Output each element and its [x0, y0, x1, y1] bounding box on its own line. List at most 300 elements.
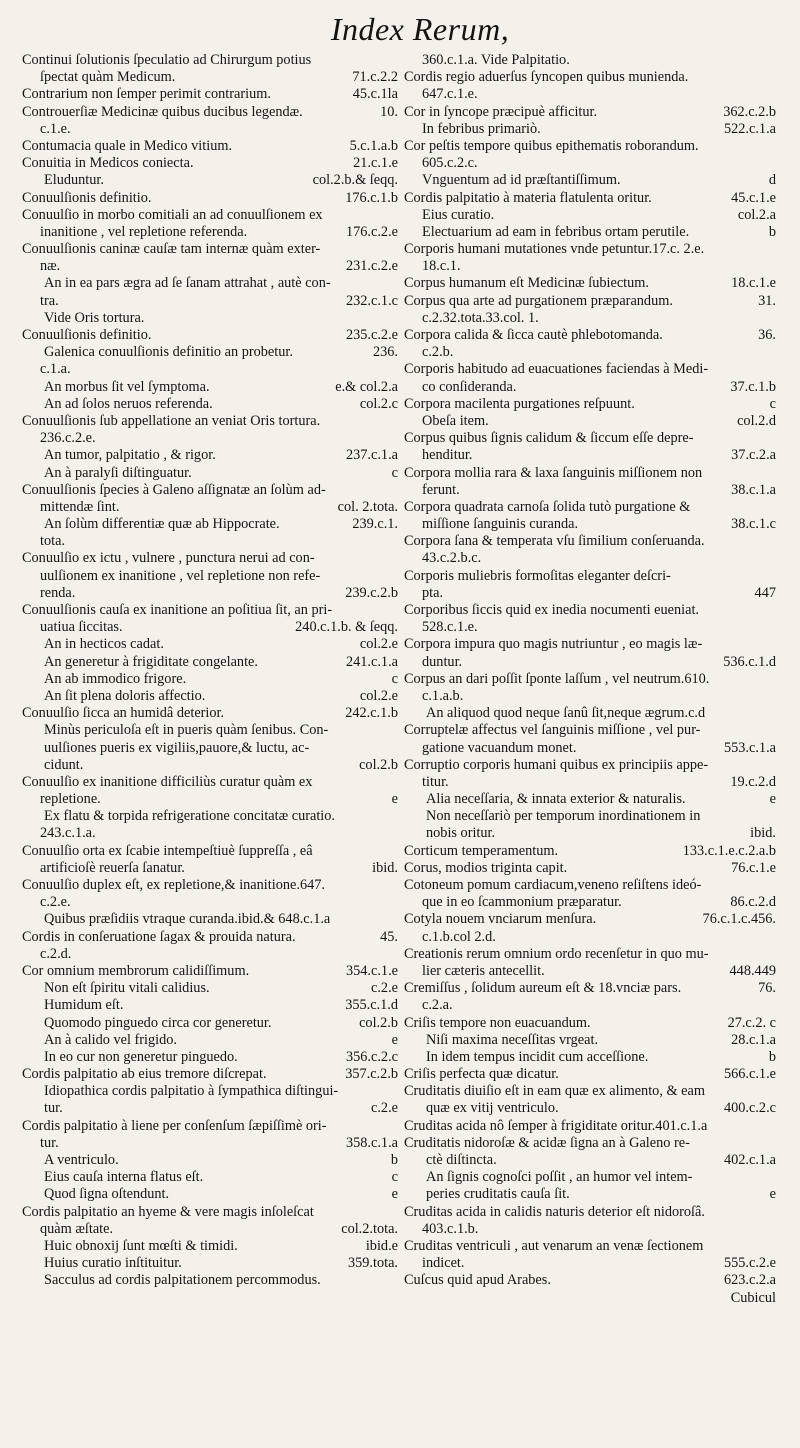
- index-entry: [22, 740, 398, 757]
- index-entry: [404, 808, 776, 825]
- index-entry: [22, 860, 398, 877]
- index-entry: [404, 293, 776, 310]
- entry-reference: col.2.d: [737, 412, 776, 429]
- index-entry: [22, 722, 398, 739]
- entry-reference: 236.: [372, 344, 398, 361]
- entry-text: c.2.32.tota.33.col. 1.: [422, 309, 539, 326]
- index-entry: [404, 997, 776, 1014]
- entry-reference: 37.c.1.b: [730, 378, 776, 395]
- index-entry: [22, 619, 398, 636]
- entry-reference: 237.c.1.a: [345, 447, 398, 464]
- entry-text: 236.c.2.e.: [40, 430, 96, 447]
- entry-reference: 28.c.1.a: [731, 1031, 776, 1048]
- index-entry: [404, 894, 776, 911]
- entry-reference: 18.c.1.e: [731, 275, 776, 292]
- index-entry: [404, 1186, 776, 1203]
- entry-text: Creationis rerum omnium ordo recenſetur in quo mu-: [404, 945, 709, 962]
- index-entry: [22, 86, 398, 103]
- index-entry: [404, 172, 776, 189]
- entry-reference: 354.c.1.e: [345, 962, 398, 979]
- index-entry: [404, 636, 776, 653]
- entry-text: tur.: [44, 1100, 63, 1117]
- index-entry: [404, 740, 776, 757]
- entry-text: Corpus quibus ſignis calidum & ſiccum eſſe depre-: [404, 430, 694, 447]
- entry-reference: 522.c.1.a: [723, 120, 776, 137]
- index-entry: [404, 568, 776, 585]
- index-entry: [404, 207, 776, 224]
- entry-reference: col.2.b: [359, 756, 398, 773]
- entry-reference: 76.: [758, 980, 776, 997]
- entry-text: In febribus primariò.: [422, 120, 541, 137]
- index-entry: [22, 1032, 398, 1049]
- index-entry: [22, 585, 398, 602]
- entry-text: Contrarium non ſemper perimit contrarium.: [22, 86, 271, 103]
- entry-text: pta.: [422, 584, 444, 601]
- index-entry: [404, 1135, 776, 1152]
- entry-reference: e: [769, 791, 776, 808]
- entry-reference: col.2.e: [359, 687, 398, 704]
- entry-text: 528.c.1.e.: [422, 619, 478, 636]
- entry-text: nobis oritur.: [426, 825, 496, 842]
- entry-reference: Cubicul: [730, 1289, 776, 1306]
- index-entry: [404, 1066, 776, 1083]
- index-entry: [404, 619, 776, 636]
- index-entry: [22, 344, 398, 361]
- index-entry: [22, 379, 398, 396]
- entry-text: Corticum temperamentum.: [404, 842, 559, 859]
- index-entry: [404, 791, 776, 808]
- index-entry: [22, 1255, 398, 1272]
- entry-reference: e: [391, 791, 398, 808]
- entry-text: Corpora impura quo magis nutriuntur , eo magis læ-: [404, 636, 703, 653]
- index-entry: [22, 516, 398, 533]
- entry-text: An ſignis cognoſci poſſit , an humor vel intem-: [426, 1169, 693, 1186]
- entry-text: An à calido vel frigido.: [44, 1031, 178, 1048]
- entry-text: Vnguentum ad id præſtantiſſimum.: [422, 172, 621, 189]
- entry-text: Quod ſigna oſtendunt.: [44, 1186, 170, 1203]
- index-entry: [404, 722, 776, 739]
- entry-text: An morbus ſit vel ſymptoma.: [44, 378, 210, 395]
- entry-text: Cor in ſyncope præcipuè afficitur.: [404, 103, 598, 120]
- index-entry: [404, 104, 776, 121]
- entry-text: 605.c.2.c.: [422, 155, 478, 172]
- entry-reference: 448.449: [729, 962, 776, 979]
- index-entry: [22, 843, 398, 860]
- index-entry: [404, 1169, 776, 1186]
- entry-text: Corporis humani mutationes vnde petuntur.17.c. 2.e.: [404, 241, 705, 258]
- entry-text: Vide Oris tortura.: [44, 309, 145, 326]
- entry-text: Contumacia quale in Medico vitium.: [22, 137, 233, 154]
- index-entry: [404, 465, 776, 482]
- entry-text: Corporis habitudo ad euacuationes faciendas à Medi-: [404, 361, 709, 378]
- index-entry: [404, 963, 776, 980]
- entry-reference: 37.c.2.a: [731, 447, 776, 464]
- index-entry: [404, 396, 776, 413]
- index-entry: [22, 310, 398, 327]
- entry-reference: col.2.a: [737, 206, 776, 223]
- entry-text: c.1.e.: [40, 120, 71, 137]
- entry-text: Alia neceſſaria, & innata exterior & naturalis.: [426, 791, 686, 808]
- index-entry: [404, 1118, 776, 1135]
- entry-reference: c: [391, 464, 398, 481]
- index-entry: [22, 155, 398, 172]
- entry-reference: 133.c.1.e.c.2.a.b: [682, 842, 776, 859]
- entry-reference: 235.c.2.e: [345, 327, 398, 343]
- index-entry: [22, 997, 398, 1014]
- entry-text: Corpus qua arte ad purgationem præparandum.: [404, 292, 673, 309]
- index-entry: [22, 447, 398, 464]
- index-entry: [22, 258, 398, 275]
- entry-text: gatione vacuandum monet.: [422, 739, 577, 756]
- entry-text: Cruditas ventriculi , aut venarum an venæ ſectionem: [404, 1237, 704, 1254]
- entry-text: Cor omnium membrorum calidiſſimum.: [22, 962, 250, 979]
- entry-reference: 38.c.1.c: [731, 516, 776, 533]
- entry-text: peries cruditatis cauſa ſit.: [426, 1186, 570, 1203]
- index-entry: [404, 688, 776, 705]
- entry-text: A ventriculo.: [44, 1152, 119, 1168]
- index-entry: [404, 757, 776, 774]
- index-entry: [22, 1169, 398, 1186]
- entry-text: uulſionem ex inanitione , vel repletione non refe-: [40, 567, 321, 584]
- index-entry: [404, 516, 776, 533]
- index-entry: [404, 533, 776, 550]
- entry-text: An ſolùm differentiæ quæ ab Hippocrate.: [44, 516, 280, 533]
- entry-text: Cuſcus quid apud Arabes.: [404, 1272, 551, 1289]
- entry-text: uulſiones pueris ex vigiliis,pauore,& luctu, ac-: [44, 739, 310, 756]
- index-entry: [404, 860, 776, 877]
- index-entry: [22, 963, 398, 980]
- entry-reference: 5.c.1.a.b: [349, 137, 398, 154]
- entry-text: Conuulſionis cauſa ex inanitione an poſitiua ſit, an pri-: [22, 602, 333, 618]
- entry-text: Quibus præſidiis vtraque curanda.ibid.& 648.c.1.a: [44, 911, 331, 928]
- index-entry: [22, 275, 398, 292]
- index-entry: [22, 1221, 398, 1238]
- entry-text: indicet.: [422, 1255, 465, 1272]
- index-entry: [22, 568, 398, 585]
- index-entry: [404, 361, 776, 378]
- entry-reference: e: [391, 1031, 398, 1048]
- entry-reference: 362.c.2.b: [723, 103, 776, 120]
- index-entry: [22, 413, 398, 430]
- index-entry: [404, 1100, 776, 1117]
- entry-reference: 38.c.1.a: [731, 481, 776, 498]
- index-entry: [22, 482, 398, 499]
- index-entry: [22, 327, 398, 344]
- entry-text: Corpus humanum eſt Medicinæ ſubiectum.: [404, 275, 650, 292]
- entry-reference: col. 2.tota.: [337, 498, 398, 515]
- entry-text: Criſis tempore non euacuandum.: [404, 1014, 591, 1031]
- entry-text: quàm æſtate.: [40, 1220, 114, 1237]
- index-entry: [404, 1015, 776, 1032]
- entry-reference: 45.c.1la: [352, 86, 398, 103]
- entry-text: Cordis regio aduerſus ſyncopen quibus munienda.: [404, 69, 689, 86]
- entry-text: duntur.: [422, 653, 463, 670]
- index-entry: [404, 1255, 776, 1272]
- entry-text: miſſione ſanguinis curanda.: [422, 516, 579, 533]
- index-entry: [404, 911, 776, 928]
- index-entry: [404, 310, 776, 327]
- index-entry: [404, 241, 776, 258]
- entry-text: mittendæ ſint.: [40, 498, 120, 515]
- entry-text: que in eo ſcammonium præparatur.: [422, 894, 622, 911]
- entry-reference: ibid.e: [365, 1237, 398, 1254]
- index-entry: [404, 1238, 776, 1255]
- index-entry: [404, 1290, 776, 1307]
- index-entry: [404, 825, 776, 842]
- entry-reference: 357.c.2.b: [345, 1066, 398, 1083]
- entry-text: Corus, modios triginta capit.: [404, 859, 568, 876]
- entry-text: 43.c.2.b.c.: [422, 550, 482, 567]
- index-entry: [404, 1032, 776, 1049]
- index-entry: [22, 293, 398, 310]
- entry-text: Conuulſio duplex eſt, ex repletione,& inanitione.647.: [22, 877, 325, 893]
- entry-reference: 176.c.2.e: [345, 223, 398, 240]
- index-entry: [22, 1152, 398, 1169]
- index-entry: [22, 121, 398, 138]
- entry-text: uatiua ſiccitas.: [40, 619, 123, 636]
- entry-text: An ſit plena doloris affectio.: [44, 687, 206, 704]
- index-entry: [404, 1049, 776, 1066]
- index-entry: [404, 482, 776, 499]
- entry-reference: 21.c.1.e: [353, 155, 398, 172]
- entry-text: Conuulſionis definitio.: [22, 189, 152, 206]
- entry-text: Cordis palpitatio à materia flatulenta oritur.: [404, 189, 652, 206]
- entry-reference: e: [391, 1186, 398, 1203]
- entry-text: ctè diſtincta.: [426, 1152, 497, 1168]
- entry-text: An generetur à frigiditate congelante.: [44, 653, 258, 670]
- index-entry: [22, 671, 398, 688]
- index-entry: [404, 430, 776, 447]
- index-entry: [404, 843, 776, 860]
- index-entry: [22, 1015, 398, 1032]
- index-entry: [404, 379, 776, 396]
- entry-text: Cotyla nouem vnciarum menſura.: [404, 911, 597, 928]
- entry-text: Eius curatio.: [422, 206, 495, 223]
- entry-text: quæ ex vitij ventriculo.: [426, 1100, 559, 1117]
- entry-text: Huius curatio inſtituitur.: [44, 1255, 182, 1272]
- entry-text: c.2.e.: [40, 894, 71, 911]
- index-entry: [22, 1238, 398, 1255]
- entry-text: ferunt.: [422, 481, 460, 498]
- index-entry: [404, 877, 776, 894]
- index-entry: [404, 774, 776, 791]
- index-entry: [22, 654, 398, 671]
- index-entry: [22, 465, 398, 482]
- entry-reference: e: [769, 1186, 776, 1203]
- index-entry: [22, 808, 398, 825]
- index-entry: [404, 52, 776, 69]
- index-entry: [22, 550, 398, 567]
- entry-reference: 240.c.1.b. & ſeqq.: [295, 619, 398, 636]
- entry-text: Galenica conuulſionis definitio an probetur.: [44, 344, 293, 361]
- entry-text: Corruptio corporis humani quibus ex principiis appe-: [404, 756, 709, 773]
- index-entry: [404, 121, 776, 138]
- entry-text: tota.: [40, 533, 66, 550]
- entry-reference: 356.c.2.c: [345, 1048, 398, 1065]
- index-entry: [22, 636, 398, 653]
- entry-reference: col.2.b: [359, 1014, 398, 1031]
- entry-reference: c: [769, 395, 776, 412]
- entry-text: c.1.b.col 2.d.: [422, 928, 496, 945]
- entry-text: ſpectat quàm Medicum.: [40, 69, 176, 86]
- entry-text: Corporis muliebris formoſitas eleganter deſcri-: [404, 567, 671, 584]
- index-entry: [22, 705, 398, 722]
- index-entry: [404, 499, 776, 516]
- entry-reference: b: [390, 1152, 398, 1168]
- entry-reference: 447: [754, 584, 776, 601]
- entry-text: Conuulſionis definitio.: [22, 327, 152, 343]
- index-entry: [404, 585, 776, 602]
- entry-text: Cordis palpitatio an hyeme & vere magis inſoleſcat: [22, 1203, 314, 1220]
- entry-reference: b: [768, 1048, 776, 1065]
- entry-text: co conſideranda.: [422, 378, 517, 395]
- entry-text: c.1.a.b.: [422, 687, 464, 704]
- index-entry: [22, 396, 398, 413]
- index-entry: [404, 929, 776, 946]
- entry-reference: 27.c.2. c: [727, 1014, 776, 1031]
- entry-text: Cotoneum pomum cardiacum,veneno reſiſtens ideó-: [404, 877, 702, 893]
- index-entry: [22, 602, 398, 619]
- entry-reference: 76.c.1.e: [731, 859, 776, 876]
- entry-text: Corpora mollia rara & laxa ſanguinis miſſionem non: [404, 464, 703, 481]
- index-entry: [22, 172, 398, 189]
- entry-reference: 176.c.1.b: [345, 189, 398, 206]
- entry-text: Corpus an dari poſſit ſponte laſſum , vel neutrum.610.: [404, 670, 710, 687]
- index-entry: [22, 894, 398, 911]
- entry-text: Minùs periculoſa eſt in pueris quàm ſenibus. Con-: [44, 722, 329, 739]
- entry-reference: e.& col.2.a: [335, 378, 398, 395]
- entry-text: Non neceſſariò per temporum inordinationem in: [426, 808, 701, 825]
- entry-text: Corpora macilenta purgationes reſpuunt.: [404, 395, 635, 412]
- entry-text: Cruditatis nidoroſæ & acidæ ſigna an à Galeno re-: [404, 1134, 690, 1151]
- entry-reference: c.2.e: [371, 1100, 398, 1117]
- index-entry: [22, 1066, 398, 1083]
- entry-reference: 19.c.2.d: [730, 773, 776, 790]
- entry-text: In idem tempus incidit cum acceſſione.: [426, 1048, 649, 1065]
- index-entry: [404, 190, 776, 207]
- index-entry: [22, 430, 398, 447]
- index-entry: [22, 911, 398, 928]
- entry-text: In eo cur non generetur pinguedo.: [44, 1048, 238, 1065]
- index-entry: [22, 224, 398, 241]
- entry-text: Ex flatu & torpida refrigeratione concitatæ curatio.: [44, 808, 335, 825]
- index-entry: [404, 980, 776, 997]
- entry-text: Corpora calida & ſicca cautè phlebotomanda.: [404, 327, 663, 343]
- entry-text: Conuulſio ex inanitione difficiliùs curatur quàm ex: [22, 773, 313, 790]
- entry-text: artificioſè reuerſa ſanatur.: [40, 859, 185, 876]
- entry-text: Humidum eſt.: [44, 997, 124, 1014]
- entry-text: renda.: [40, 584, 76, 601]
- entry-text: c.2.d.: [40, 945, 72, 962]
- index-entry: [22, 104, 398, 121]
- entry-text: Controuerſiæ Medicinæ quibus ducibus legendæ.: [22, 103, 303, 120]
- index-entry: [22, 52, 398, 69]
- index-entry: [22, 533, 398, 550]
- entry-text: Cruditas acida in calidis naturis deterior eſt nidoroſâ.: [404, 1203, 705, 1220]
- entry-reference: 359.tota.: [347, 1255, 398, 1272]
- index-entry: [404, 344, 776, 361]
- index-entry: [404, 671, 776, 688]
- index-entry: [22, 138, 398, 155]
- entry-reference: 239.c.2.b: [345, 584, 398, 601]
- index-entry: [404, 1221, 776, 1238]
- index-column-right: [404, 52, 776, 1442]
- index-entry: [22, 929, 398, 946]
- entry-reference: col.2.b.& ſeqq.: [312, 172, 398, 189]
- entry-text: Cor peſtis tempore quibus epithematis roborandum.: [404, 137, 699, 154]
- index-entry: [22, 980, 398, 997]
- entry-text: inanitione , vel repletione referenda.: [40, 223, 248, 240]
- index-entry: [22, 1100, 398, 1117]
- page-header: [0, 6, 800, 52]
- entry-reference: 45.c.1.e: [731, 189, 776, 206]
- index-entry: [22, 207, 398, 224]
- index-entry: [404, 447, 776, 464]
- index-entry: [22, 1049, 398, 1066]
- index-entry: [22, 877, 398, 894]
- entry-reference: 536.c.1.d: [723, 653, 776, 670]
- index-entry: [22, 757, 398, 774]
- entry-text: Criſis perfecta quæ dicatur.: [404, 1066, 559, 1083]
- entry-reference: c: [391, 670, 398, 687]
- entry-text: 403.c.1.b.: [422, 1220, 479, 1237]
- entry-text: Conuulſionis ſub appellatione an veniat Oris tortura.: [22, 412, 321, 429]
- entry-reference: b: [768, 223, 776, 240]
- entry-reference: 86.c.2.d: [730, 894, 776, 911]
- index-entry: [22, 774, 398, 791]
- entry-reference: 241.c.1.a: [345, 653, 398, 670]
- entry-text: 18.c.1.: [422, 258, 461, 275]
- entry-reference: c.2.e: [371, 980, 398, 997]
- entry-reference: 231.c.2.e: [345, 258, 398, 275]
- entry-text: c.2.a.: [422, 997, 453, 1014]
- index-entry: [22, 1272, 398, 1289]
- entry-reference: 566.c.1.e: [723, 1066, 776, 1083]
- entry-text: 360.c.1.a. Vide Palpitatio.: [422, 52, 570, 68]
- entry-reference: 36.: [758, 327, 776, 343]
- entry-text: Corpora quadrata carnoſa ſolida tutò purgatione &: [404, 498, 691, 515]
- index-entry: [404, 138, 776, 155]
- entry-text: An ab immodico frigore.: [44, 670, 187, 687]
- entry-text: Cordis in conſeruatione ſagax & prouida natura.: [22, 928, 296, 945]
- index-entry: [404, 946, 776, 963]
- index-entry: [404, 224, 776, 241]
- entry-text: Corpora ſana & temperata vſu ſimilium conſeruanda.: [404, 533, 705, 550]
- index-entry: [22, 69, 398, 86]
- entry-text: Conuulſionis ſpecies à Galeno aſſignatæ an ſolùm ad-: [22, 481, 326, 498]
- entry-text: Obeſa item.: [422, 412, 489, 429]
- entry-text: Conuulſio in morbo comitiali an ad conuulſionem ex: [22, 206, 323, 223]
- entry-reference: c: [391, 1169, 398, 1186]
- entry-text: Conuulſionis caninæ cauſæ tam internæ quàm exter-: [22, 241, 321, 258]
- entry-text: 647.c.1.e.: [422, 86, 478, 103]
- entry-text: Cruditatis diuiſio eſt in eam quæ ex alimento, & eam: [404, 1083, 705, 1100]
- entry-reference: col.2.tota.: [341, 1220, 398, 1237]
- index-entry: [22, 1083, 398, 1100]
- entry-reference: ibid.: [372, 859, 398, 876]
- entry-text: c.1.a.: [40, 361, 71, 378]
- entry-reference: 10.: [380, 103, 398, 120]
- entry-text: Huic obnoxij ſunt mœſti & timidi.: [44, 1237, 238, 1254]
- index-entry: [404, 1152, 776, 1169]
- entry-text: An à paralyſi diſtinguatur.: [44, 464, 192, 481]
- entry-text: Sacculus ad cordis palpitationem percommodus.: [44, 1272, 321, 1289]
- entry-reference: d: [768, 172, 776, 189]
- entry-text: Eluduntur.: [44, 172, 104, 189]
- entry-reference: 555.c.2.e: [723, 1255, 776, 1272]
- index-entry: [404, 69, 776, 86]
- index-entry: [404, 1083, 776, 1100]
